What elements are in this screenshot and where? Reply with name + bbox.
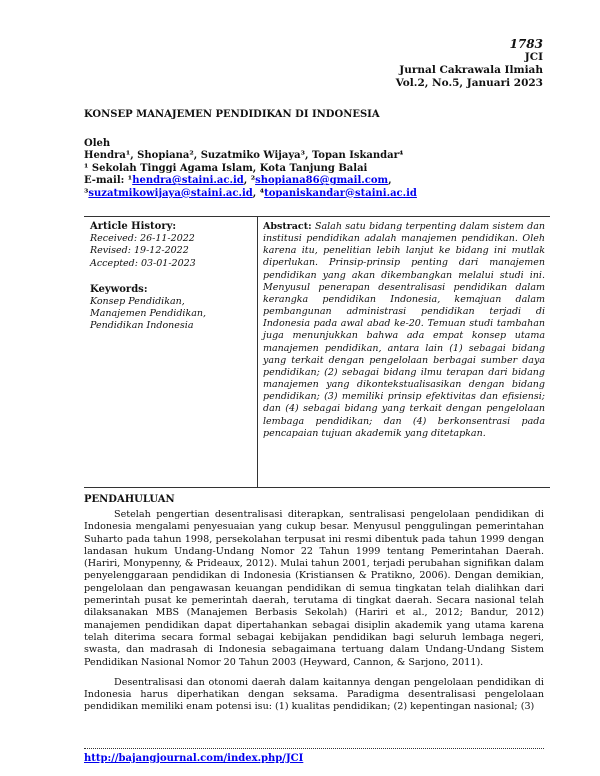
email-link-4[interactable]: topaniskandar@staini.ac.id	[264, 187, 417, 199]
email-link-1[interactable]: hendra@staini.ac.id	[132, 175, 244, 187]
article-title: KONSEP MANAJEMEN PENDIDIKAN DI INDONESIA	[84, 109, 380, 120]
paragraph: Setelah pengertian desentralisasi diterapkan, sentralisasi pengelolaan pendidikan di Indonesia mengalami penyesuaian yang cukup besar. Menyusul penggulingan pemerintahan Suharto pada tahun 1998, persekolahan terpusat ini resmi dibentuk pada tahun 1999 dengan landasan hukum Undang-Undang Nomor 22 Tahun 1999 tentang Pemerintahan Daerah. (Hariri, Monypenny, & Prideaux, 2012). Mulai tahun 2001, terjadi perubahan signifikan dalam penyelenggaraan pendidikan di Indonesia (Kristiansen & Pratikno, 2006). Dengan demikian, pengelolaan dan pengawasan keuangan pendidikan di semua tingkatan telah dialihkan dari pemerintah pusat ke pemerintah daerah, terutama di tingkat daerah. Secara nasional telah dilaksanakan MBS (Manajemen Berbasis Sekolah) (Hariri et al., 2012; Bandur, 2012) manajemen pendidikan dapat dipertahankan sebagai disiplin akademik yang utama karena telah diterima secara formal sebagai kebijakan pendidikan bagi seluruh lembaga negeri, swasta, dan madrasah di Indonesia sebagaimana tertuang dalam Undang-Undang Sistem Pendidikan Nasional Nomor 20 Tahun 2003 (Heyward, Cannon, & Sarjono, 2011).	[84, 509, 544, 668]
email-prefix: ³	[84, 187, 89, 199]
affiliation: ¹ Sekolah Tinggi Agama Islam, Kota Tanjung Balai	[84, 162, 368, 174]
email-link-3[interactable]: suzatmikowijaya@staini.ac.id	[88, 187, 253, 199]
column-divider	[257, 217, 258, 487]
author-names: Hendra¹, Shopiana², Suzatmiko Wijaya³, Topan Iskandar⁴	[84, 150, 404, 162]
email-prefix: ¹	[127, 175, 133, 187]
running-header	[396, 38, 543, 90]
abstract	[263, 221, 545, 440]
email-link-2[interactable]: shopiana86@gmail.com	[255, 175, 389, 187]
body-text	[84, 509, 544, 722]
abstract-label: Abstract:	[263, 221, 312, 232]
footer-rule	[84, 748, 544, 749]
article-info-box	[84, 216, 550, 488]
keyword: Pendidikan Indonesia	[90, 320, 194, 332]
email-line-1: E-mail: ¹hendra@staini.ac.id, ²shopiana86@gmail.com,	[84, 175, 392, 187]
journal-abbr: JCI	[524, 51, 543, 63]
email-line-2	[84, 188, 554, 200]
by-label: Oleh	[84, 138, 111, 149]
journal-name: Jurnal Cakrawala Ilmiah	[399, 64, 543, 76]
footer	[84, 753, 303, 764]
section-heading: PENDAHULUAN	[84, 494, 175, 505]
page-number: 1783	[509, 37, 543, 51]
accepted-date: Accepted: 03-01-2023	[90, 257, 196, 269]
article-history	[90, 221, 258, 333]
paragraph: Desentralisasi dan otonomi daerah dalam kaitannya dengan pengelolaan pendidikan di Indonesia harus diperhatikan dengan seksama. Paradigma desentralisasi pengelolaan pendidikan memiliki enam potensi isu: (1) kualitas pendidikan; (2) kepentingan nasional; (3)	[84, 676, 544, 713]
keyword: Konsep Pendidikan,	[90, 296, 185, 308]
journal-url-link[interactable]: http://bajangjournal.com/index.php/JCI	[84, 753, 304, 764]
author-block	[84, 138, 554, 200]
email-label: E-mail:	[84, 175, 128, 187]
abstract-text: Salah satu bidang terpenting dalam sistem dan institusi pendidikan adalah manajemen pendidikan. Oleh karena itu, penelitian lebih lanjut ke bidang ini mutlak diperlukan. Prinsip-prinsip penting dari manajemen pendidikan yang akan dikembangkan melalui studi ini. Menyusul penerapan desentralisasi pendidikan dalam kerangka pendidikan Indonesia, kemajuan dalam pembangunan administrasi pendidikan terjadi di Indonesia pada awal abad ke-20. Temuan studi tambahan juga menunjukkan bahwa ada empat konsep utama manajemen pendidikan, antara lain (1) sebagai bidang yang terkait dengan pengelolaan berbagai sumber daya pendidikan; (2) sebagai bidang ilmu terapan dari bidang manajemen yang dikontekstualisasikan dengan bidang pendidikan; (3) memiliki prinsip efektivitas dan efisiensi; dan (4) sebagai bidang yang terkait dengan pengelolaan lembaga pendidikan; dan (4) berkonsentrasi pada pencapaian tujuan akademik yang ditetapkan.	[263, 221, 545, 439]
received-date: Received: 26-11-2022	[90, 233, 195, 245]
history-label: Article History:	[90, 221, 177, 232]
email-prefix: , ²	[243, 175, 256, 187]
keyword: Manajemen Pendidikan,	[90, 308, 207, 320]
email-prefix: , ⁴	[252, 187, 265, 199]
revised-date: Revised: 19-12-2022	[90, 245, 189, 257]
keywords-label: Keywords:	[90, 283, 148, 295]
journal-volume: Vol.2, No.5, Januari 2023	[395, 77, 543, 89]
